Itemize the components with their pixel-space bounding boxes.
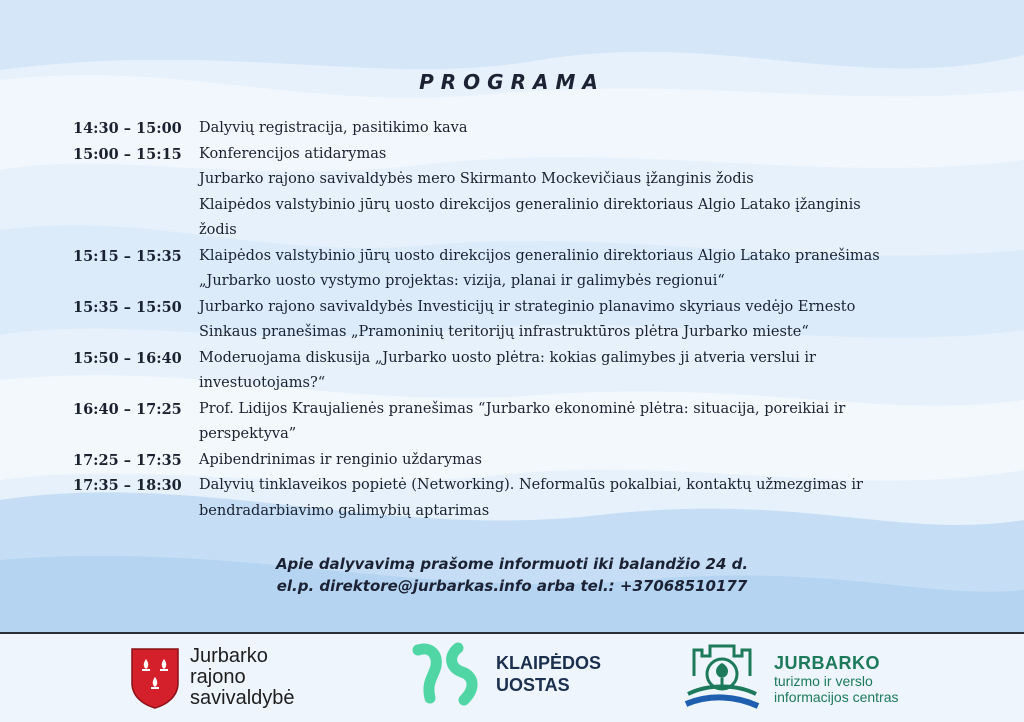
program-line: Klaipėdos valstybinio jūrų uosto direkcijos generalinio direktoriaus Algio Latako įžanginis bbox=[199, 196, 861, 213]
sponsor-logos bbox=[0, 634, 1024, 722]
program-time: 15:15 – 15:35 bbox=[73, 247, 182, 265]
shield-icon bbox=[130, 647, 180, 709]
program-line: investuotojams?“ bbox=[199, 375, 326, 391]
program-description bbox=[199, 142, 953, 244]
savivaldybe-logo bbox=[130, 646, 295, 709]
program-row bbox=[73, 397, 953, 448]
klaipedos-uostas-logo bbox=[408, 640, 601, 708]
program-line: Dalyvių tinklaveikos popietė (Networking). Neformalūs pokalbiai, kontaktų užmezgimas ir bbox=[199, 477, 863, 493]
program-description bbox=[199, 397, 953, 448]
program-line: Apibendrinimas ir renginio uždarymas bbox=[199, 451, 482, 468]
savivaldybe-line3: savivaldybė bbox=[190, 687, 295, 709]
program-row bbox=[73, 142, 953, 244]
program-time: 15:00 – 15:15 bbox=[73, 145, 182, 163]
program-time: 17:35 – 18:30 bbox=[73, 477, 182, 494]
program-description bbox=[199, 295, 953, 346]
program-time: 16:40 – 17:25 bbox=[73, 400, 182, 418]
program-row bbox=[73, 346, 953, 397]
program-line: žodis bbox=[199, 222, 237, 238]
program-line: Klaipėdos valstybinio jūrų uosto direkcijos generalinio direktoriaus Algio Latako pranešimas bbox=[199, 247, 880, 264]
program-line: Dalyvių registracija, pasitikimo kava bbox=[199, 120, 468, 136]
uostas-line2: UOSTAS bbox=[496, 675, 570, 695]
program-description bbox=[199, 448, 953, 474]
savivaldybe-line1: Jurbarko bbox=[190, 645, 268, 667]
contact-info bbox=[0, 553, 1024, 597]
program-line: Sinkaus pranešimas „Pramoninių teritorijų infrastruktūros plėtra Jurbarko mieste“ bbox=[199, 324, 809, 340]
program-row bbox=[73, 116, 953, 142]
savivaldybe-line2: rajono bbox=[190, 666, 246, 688]
contact-line-2: el.p. direktore@jurbarkas.info arba tel.: +37068510177 bbox=[276, 577, 748, 595]
program-description bbox=[199, 346, 953, 397]
page-title: PROGRAMA bbox=[419, 70, 605, 94]
program-line: perspektyva” bbox=[199, 426, 297, 442]
program-time: 14:30 – 15:00 bbox=[73, 120, 182, 137]
contact-line-1: Apie dalyvavimą prašome informuoti iki balandžio 24 d. bbox=[275, 555, 749, 573]
program-time: 17:25 – 17:35 bbox=[73, 451, 182, 469]
program-line: Konferencijos atidarymas bbox=[199, 145, 387, 162]
tic-brand: JURBARKO bbox=[774, 653, 881, 673]
program-schedule bbox=[73, 116, 953, 524]
program-line: Prof. Lidijos Kraujalienės pranešimas “Jurbarko ekonominė plėtra: situacija, poreikiai ir bbox=[199, 400, 846, 417]
uostas-mark-icon bbox=[408, 640, 488, 708]
castle-tree-icon bbox=[680, 638, 764, 720]
uostas-line1: KLAIPĖDOS bbox=[496, 653, 602, 673]
tic-sub-line1: turizmo ir verslo bbox=[774, 673, 873, 689]
program-line: „Jurbarko uosto vystymo projektas: vizija, planai ir galimybės regionui“ bbox=[199, 273, 725, 289]
program-line: Jurbarko rajono savivaldybės mero Skirmanto Mockevičiaus įžanginis žodis bbox=[199, 171, 754, 187]
tic-sub-line2: informacijos centras bbox=[774, 689, 899, 705]
program-time: 15:50 – 16:40 bbox=[73, 349, 182, 367]
program-description bbox=[199, 473, 953, 524]
program-row bbox=[73, 244, 953, 295]
program-row bbox=[73, 295, 953, 346]
program-time: 15:35 – 15:50 bbox=[73, 298, 182, 316]
program-description bbox=[199, 116, 953, 142]
tic-logo bbox=[680, 638, 899, 720]
program-line: Jurbarko rajono savivaldybės Investicijų ir strateginio planavimo skyriaus vedėjo Ernesto bbox=[199, 298, 856, 315]
program-line: bendradarbiavimo galimybių aptarimas bbox=[199, 502, 490, 519]
program-line: Moderuojama diskusija „Jurbarko uosto plėtra: kokias galimybes ji atveria verslui ir bbox=[199, 349, 816, 366]
program-row bbox=[73, 448, 953, 474]
program-row bbox=[73, 473, 953, 524]
program-description bbox=[199, 244, 953, 295]
